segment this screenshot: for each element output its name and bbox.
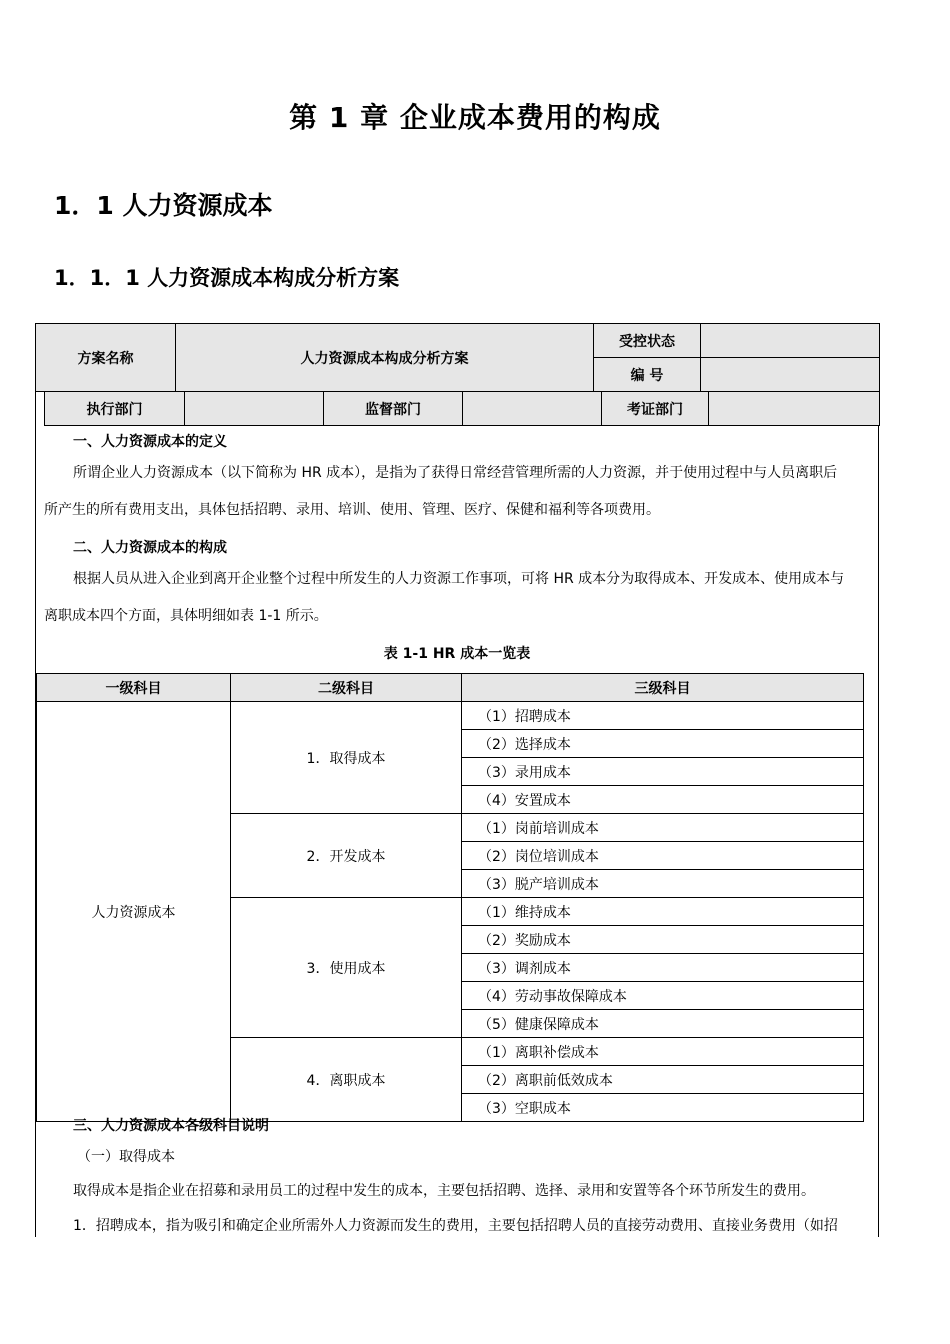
level3-cell: （4）安置成本 [462, 786, 864, 814]
explanation-heading: 三、人力资源成本各级科目说明 [73, 1118, 269, 1134]
supervise-dept-value [462, 391, 602, 426]
composition-para-line2: 离职成本四个方面，具体明细如表 1-1 所示。 [44, 608, 328, 624]
verify-dept-value [708, 391, 880, 426]
definition-para-line2: 所产生的所有费用支出，具体包括招聘、录用、培训、使用、管理、医疗、保健和福利等各项费用。 [44, 502, 660, 518]
level3-cell: （2）离职前低效成本 [462, 1066, 864, 1094]
level3-cell: （1）招聘成本 [462, 702, 864, 730]
level3-cell: （1）岗前培训成本 [462, 814, 864, 842]
plan-name-value: 人力资源成本构成分析方案 [175, 323, 594, 392]
level3-cell: （1）离职补偿成本 [462, 1038, 864, 1066]
level2-cell: 1．取得成本 [231, 702, 462, 814]
control-status-label: 受控状态 [593, 323, 701, 358]
plan-name-label: 方案名称 [35, 323, 176, 392]
composition-heading: 二、人力资源成本的构成 [73, 540, 227, 556]
level3-cell: （4）劳动事故保障成本 [462, 982, 864, 1010]
exec-dept-label: 执行部门 [44, 391, 185, 426]
table-row [37, 702, 864, 730]
acquisition-para: 取得成本是指企业在招募和录用员工的过程中发生的成本，主要包括招聘、选择、录用和安置等各个环节所发生的费用。 [73, 1183, 815, 1199]
verify-dept-label: 考证部门 [601, 391, 709, 426]
exec-dept-value [184, 391, 324, 426]
header-level2: 二级科目 [231, 674, 462, 702]
composition-para-line1: 根据人员从进入企业到离开企业整个过程中所发生的人力资源工作事项，可将 HR 成本分为取得成本、开发成本、使用成本与 [73, 571, 845, 587]
level3-cell: （3）录用成本 [462, 758, 864, 786]
level2-cell: 3．使用成本 [231, 898, 462, 1038]
recruitment-para: 1．招聘成本，指为吸引和确定企业所需外人力资源而发生的费用，主要包括招聘人员的直接劳动费用、直接业务费用（如招 [73, 1218, 838, 1234]
chapter-title: 第 1 章 企业成本费用的构成 [289, 101, 661, 134]
definition-para-line1: 所谓企业人力资源成本（以下简称为 HR 成本），是指为了获得日常经营管理所需的人力资源，并于使用过程中与人员离职后 [73, 465, 838, 481]
number-label: 编 号 [593, 357, 701, 392]
level1-cell: 人力资源成本 [37, 702, 231, 1122]
header-level3: 三级科目 [462, 674, 864, 702]
level3-cell: （3）脱产培训成本 [462, 870, 864, 898]
supervise-dept-label: 监督部门 [323, 391, 463, 426]
definition-heading: 一、人力资源成本的定义 [73, 434, 227, 450]
level3-cell: （2）选择成本 [462, 730, 864, 758]
level2-cell: 4．离职成本 [231, 1038, 462, 1122]
level3-cell: （1）维持成本 [462, 898, 864, 926]
acquisition-subheading: （一）取得成本 [77, 1149, 175, 1165]
level3-cell: （2）岗位培训成本 [462, 842, 864, 870]
level3-cell: （5）健康保障成本 [462, 1010, 864, 1038]
hr-cost-table [36, 673, 864, 1122]
subsection-title: 1．1．1 人力资源成本构成分析方案 [54, 266, 400, 290]
control-status-value [700, 323, 880, 358]
level2-cell: 2．开发成本 [231, 814, 462, 898]
number-value [700, 357, 880, 392]
level3-cell: （2）奖励成本 [462, 926, 864, 954]
level3-cell: （3）调剂成本 [462, 954, 864, 982]
table-header-row [37, 674, 864, 702]
level3-cell: （3）空职成本 [462, 1094, 864, 1122]
table-caption: 表 1-1 HR 成本一览表 [383, 646, 531, 662]
section-title: 1．1 人力资源成本 [54, 191, 273, 220]
header-level1: 一级科目 [37, 674, 231, 702]
